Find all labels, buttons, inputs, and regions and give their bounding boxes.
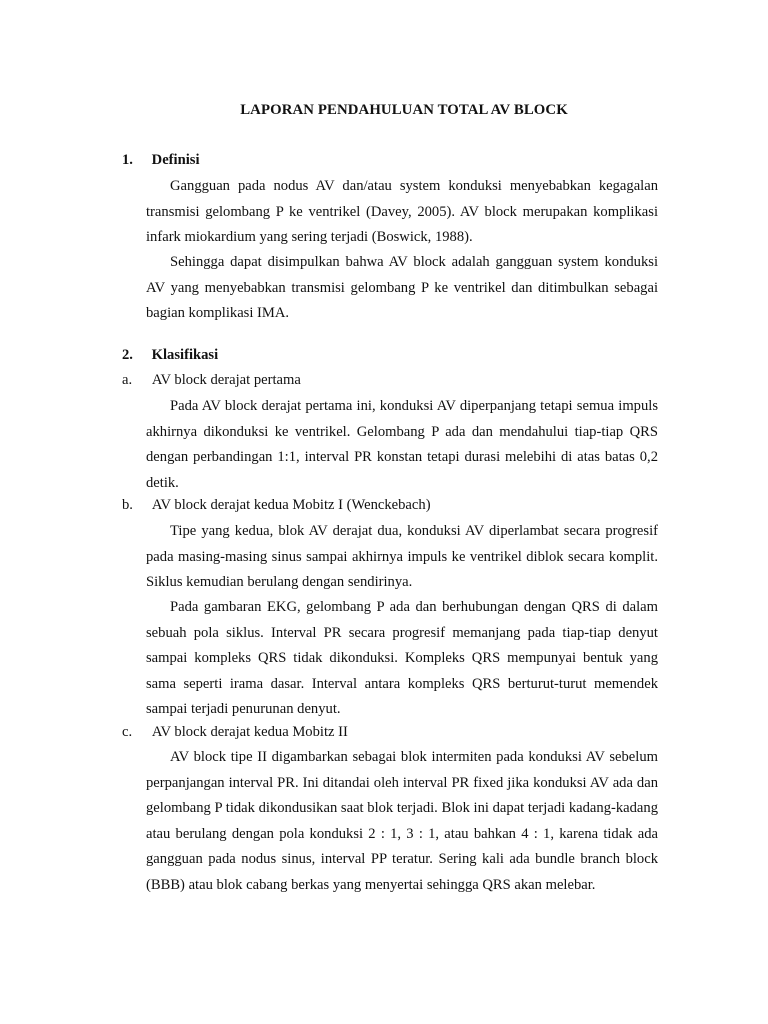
section-title: Definisi [151, 152, 200, 168]
paragraph-klasifikasi-b-1: Tipe yang kedua, blok AV derajat dua, konduksi AV diperlambat secara progresif pada masing-masing sinus sampai akhirnya impuls ke ventrikel diblok secara komplit. Siklus kemudian berulang dengan sendirinya. [146, 523, 658, 591]
document-title: LAPORAN PENDAHULUAN TOTAL AV BLOCK [240, 102, 568, 118]
section-title: Klasifikasi [151, 347, 219, 363]
section-number: 1. [122, 152, 133, 168]
paragraph-klasifikasi-b-2: Pada gambaran EKG, gelombang P ada dan berhubungan dengan QRS di dalam sebuah pola siklus. Interval PR secara progresif memanjang pada tiap-tiap denyut sampai kompleks QRS tidak dikonduksi. Kompleks QRS mempunyai bentuk yang sama seperti irama dasar. Interval antara kompleks QRS berturut-turut memendek sampai terjadi penurunan denyut. [146, 599, 658, 718]
paragraph-definisi-2: Sehingga dapat disimpulkan bahwa AV block adalah gangguan system konduksi AV yang menyebabkan transmisi gelombang P ke ventrikel dan ditimbulkan sebagai bagian komplikasi IMA. [146, 254, 658, 322]
subsection-title: AV block derajat kedua Mobitz I (Wenckebach) [151, 497, 431, 513]
subsection-heading-c [122, 724, 348, 741]
section-heading-definisi [122, 152, 200, 169]
subsection-letter: a. [122, 372, 133, 388]
paragraph-klasifikasi-a-1: Pada AV block derajat pertama ini, konduksi AV diperpanjang tetapi semua impuls akhirnya dikonduksi ke ventrikel. Gelombang P ada dan mendahului tiap-tiap QRS dengan perbandingan 1:1, interval PR konstan tetapi durasi melebihi di atas batas 0,2 detik. [146, 398, 658, 491]
subsection-heading-a [122, 372, 301, 389]
subsection-title: AV block derajat pertama [151, 372, 301, 388]
section-heading-klasifikasi [122, 347, 218, 364]
subsection-title: AV block derajat kedua Mobitz II [151, 724, 348, 740]
subsection-letter: c. [122, 724, 133, 740]
paragraph-definisi-1: Gangguan pada nodus AV dan/atau system konduksi menyebabkan kegagalan transmisi gelombang P ke ventrikel (Davey, 2005). AV block merupakan komplikasi infark miokardium yang sering terjadi (Boswick, 1988). [146, 178, 658, 246]
paragraph-klasifikasi-c-1: AV block tipe II digambarkan sebagai blok intermiten pada konduksi AV sebelum perpanjangan interval PR. Ini ditandai oleh interval PR fixed jika konduksi AV ada dan gelombang P tidak dikondusikan saat blok terjadi. Blok ini dapat terjadi kadang-kadang atau berulang dengan pola konduksi 2 : 1, 3 : 1, atau bahkan 4 : 1, karena tidak ada gangguan pada nodus sinus, interval PP teratur. Sering kali ada bundle branch block (BBB) atau blok cabang berkas yang menyertai sehingga QRS akan melebar. [146, 749, 658, 893]
subsection-letter: b. [122, 497, 133, 513]
section-number: 2. [122, 347, 133, 363]
subsection-heading-b [122, 497, 431, 514]
